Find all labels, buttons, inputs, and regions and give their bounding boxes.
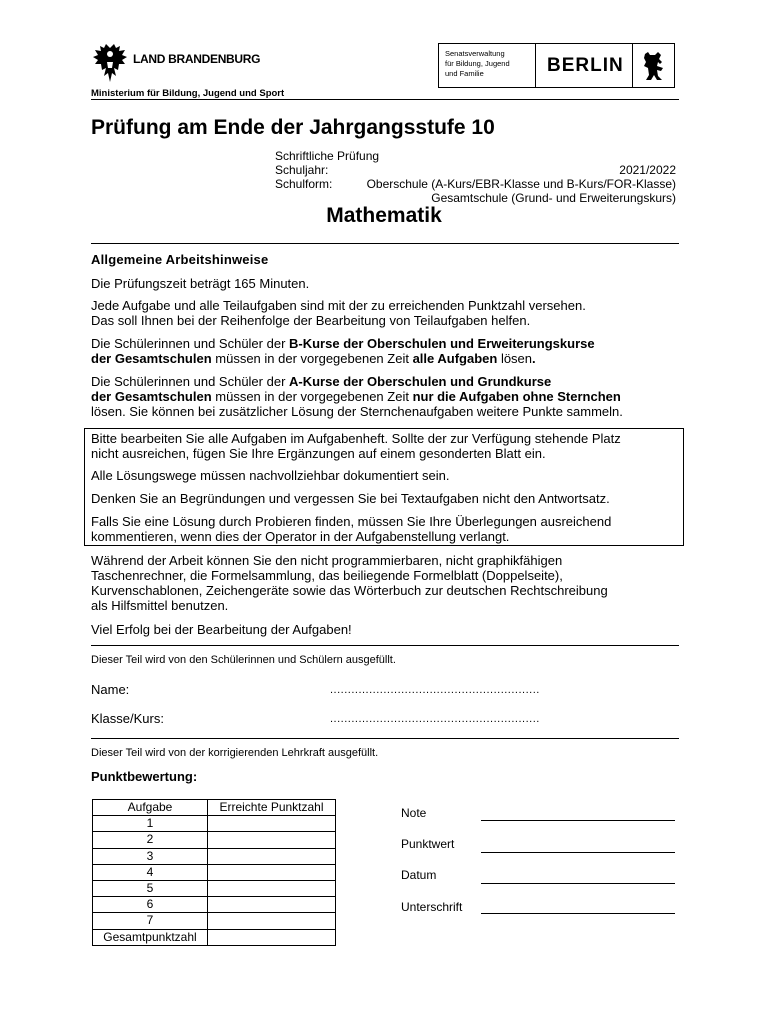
table-row [93,913,336,929]
berlin-logo-box [438,43,675,88]
table-header-row [93,800,336,816]
instruction-points: Jede Aufgabe und alle Teilaufgaben sind mit der zu erreichenden Punktzahl versehen. Das soll Ihnen bei der Reihenfolge der Bearbeitung von Teilaufgaben helfen. [91,298,586,328]
signature-label: Unterschrift [401,900,463,914]
table-row [93,864,336,880]
exam-meta [275,149,676,205]
page-title: Prüfung am Ende der Jahrgangsstufe 10 [91,116,495,139]
name-label: Name: [91,682,130,697]
points-cell[interactable] [208,832,336,848]
state-name: LAND BRANDENBURG [133,52,261,66]
score-table [92,799,336,946]
eagle-coat-of-arms-icon [92,42,128,86]
ministry-name: Ministerium für Bildung, Jugend und Sport [91,88,285,99]
grade-field[interactable] [481,820,675,821]
date-label: Datum [401,868,437,882]
task-number: 3 [93,848,208,864]
berlin-bear-icon [639,50,669,82]
school-year-value: 2021/2022 [619,163,676,177]
school-year-label: Schuljahr: [275,163,329,177]
points-cell[interactable] [208,880,336,896]
table-row [93,897,336,913]
task-number: 2 [93,832,208,848]
school-type-label: Schulform: [275,177,333,191]
task-number: 7 [93,913,208,929]
grade-label: Note [401,806,427,820]
berlin-wordmark: BERLIN [547,55,624,76]
class-label: Klasse/Kurs: [91,711,164,726]
name-field[interactable]: ........................................................... [330,684,540,696]
table-header-points: Erreichte Punktzahl [208,800,336,816]
notice-documentation: Alle Lösungswege müssen nachvollziehbar dokumentiert sein. [91,468,450,483]
point-value-label: Punktwert [401,837,455,851]
table-row [93,832,336,848]
student-section-note: Dieser Teil wird von den Schülerinnen und Schülern ausgefüllt. [91,654,396,666]
signature-field[interactable] [481,913,675,914]
task-number: 4 [93,864,208,880]
class-field[interactable]: ........................................................... [330,713,540,725]
points-cell[interactable] [208,848,336,864]
subject-title: Mathematik [326,204,442,227]
points-cell[interactable] [208,864,336,880]
notice-workbook: Bitte bearbeiten Sie alle Aufgaben im Aufgabenheft. Sollte der zur Verfügung stehende Platz nicht ausreichen, fügen Sie Ihre Ergänzungen auf einem gesonderten Blatt ein. [91,431,621,461]
table-row [93,848,336,864]
total-points-cell[interactable] [208,929,336,945]
table-row [93,816,336,832]
task-number: 1 [93,816,208,832]
instruction-aids: Während der Arbeit können Sie den nicht programmierbaren, nicht graphikfähigen Taschenrechner, die Formelsammlung, das beiliegende Formelblatt (Doppelseite), Kurvenschablonen, Zeichengeräte sowie das Wörterbuch zur deutschen Rechtschreibung als Hilfsmittel benutzen. [91,553,608,613]
total-label: Gesamtpunktzahl [93,929,208,945]
scoring-heading: Punktbewertung: [91,769,198,784]
table-row [93,929,336,945]
points-cell[interactable] [208,816,336,832]
points-cell[interactable] [208,897,336,913]
table-row [93,880,336,896]
good-luck-text: Viel Erfolg bei der Bearbeitung der Aufgaben! [91,622,352,637]
table-header-task: Aufgabe [93,800,208,816]
notice-trial: Falls Sie eine Lösung durch Probieren finden, müssen Sie Ihre Überlegungen ausreichend kommentieren, wenn dies der Operator in der Aufgabenstellung verlangt. [91,514,612,544]
notice-justification: Denken Sie an Begründungen und vergessen Sie bei Textaufgaben nicht den Antwortsatz. [91,491,610,506]
task-number: 6 [93,897,208,913]
instruction-a-courses: Die Schülerinnen und Schüler der A-Kurse der Oberschulen und Grundkurse der Gesamtschulen müssen in der vorgegebenen Zeit nur die Aufgaben ohne Sternchen lösen. Sie können bei zusätzlicher Lösung der Sternchenaufgaben weitere Punkte sammeln. [91,374,623,419]
berlin-department: Senatsverwaltung für Bildung, Jugend und Familie [445,49,510,78]
teacher-section-note: Dieser Teil wird von der korrigierenden Lehrkraft ausgefüllt. [91,747,379,759]
school-type-value-1: Oberschule (A-Kurs/EBR-Klasse und B-Kurs/FOR-Klasse) [366,177,676,191]
instructions-heading: Allgemeine Arbeitshinweise [91,252,269,267]
task-number: 5 [93,880,208,896]
date-field[interactable] [481,883,675,884]
school-type-value-2: Gesamtschule (Grund- und Erweiterungskurs) [431,191,676,205]
exam-type: Schriftliche Prüfung [275,149,380,163]
instruction-b-courses: Die Schülerinnen und Schüler der B-Kurse der Oberschulen und Erweiterungskurse der Gesamtschulen müssen in der vorgegebenen Zeit alle Aufgaben lösen. [91,336,595,366]
instruction-duration: Die Prüfungszeit beträgt 165 Minuten. [91,276,310,291]
point-value-field[interactable] [481,852,675,853]
points-cell[interactable] [208,913,336,929]
notice-box [84,428,684,546]
